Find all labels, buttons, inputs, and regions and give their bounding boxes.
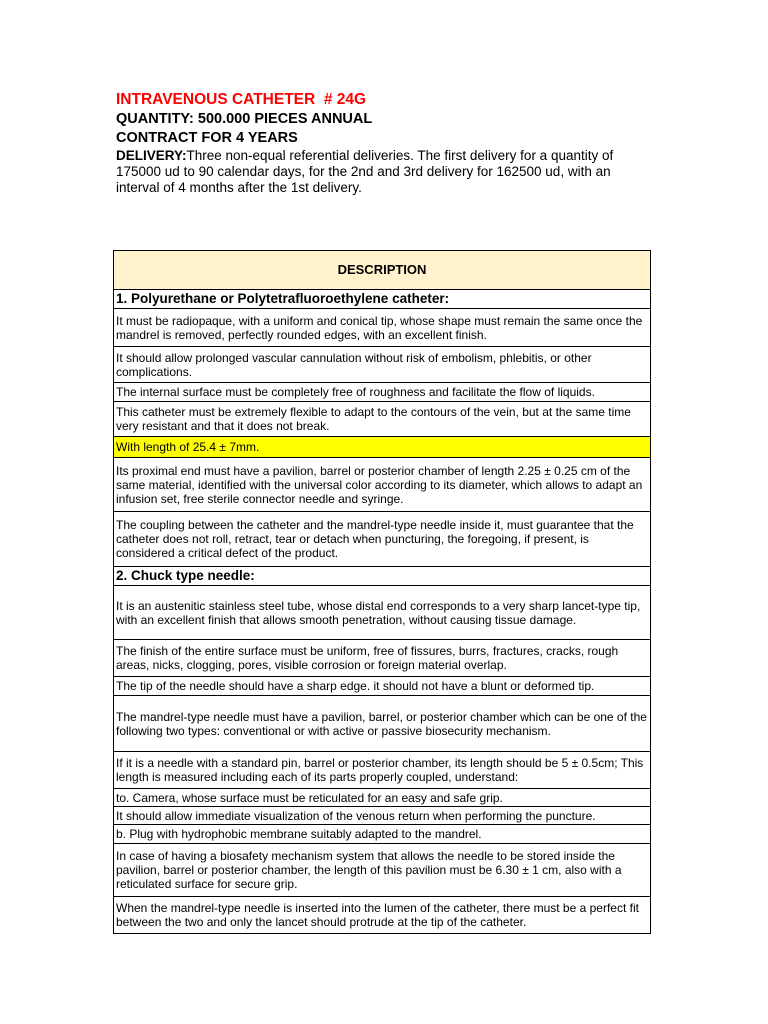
table-cell: The finish of the entire surface must be uniform, free of fissures, burrs, fractures, cracks, rough areas, nicks, clogging, pores, visible corrosion or foreign material overlap. [114, 640, 651, 677]
table-cell: The internal surface must be completely free of roughness and facilitate the flow of liquids. [114, 383, 651, 402]
table-cell: It must be radiopaque, with a uniform and conical tip, whose shape must remain the same once the mandrel is removed, perfectly rounded edges, with an excellent finish. [114, 309, 651, 347]
table-row [114, 696, 651, 752]
table-cell: The tip of the needle should have a sharp edge. it should not have a blunt or deformed tip. [114, 677, 651, 696]
table-cell: It is an austenitic stainless steel tube, whose distal end corresponds to a very sharp lancet-type tip, with an excellent finish that allows smooth penetration, without causing tissue damage. [114, 586, 651, 640]
document-title: INTRAVENOUS CATHETER # 24G [116, 91, 367, 108]
document-header [116, 90, 656, 196]
section-heading-needle: 2. Chuck type needle: [114, 567, 651, 586]
table-row [114, 677, 651, 696]
table-row [114, 347, 651, 383]
table-cell: It should allow prolonged vascular cannulation without risk of embolism, phlebitis, or other complications. [114, 347, 651, 383]
table-row [114, 383, 651, 402]
highlighted-cell: With length of 25.4 ± 7mm. [114, 437, 651, 458]
table-row [114, 897, 651, 934]
table-cell: The coupling between the catheter and the mandrel-type needle inside it, must guarantee that the catheter does not roll, retract, tear or detach when puncturing, the foregoing, if present, is considered a critical defect of the product. [114, 512, 651, 567]
table-cell: The mandrel-type needle must have a pavilion, barrel, or posterior chamber which can be one of the following two types: conventional or with active or passive biosecurity mechanism. [114, 696, 651, 752]
delivery-label: DELIVERY: [116, 148, 187, 163]
delivery-text: Three non-equal referential deliveries. The first delivery for a quantity of 175000 ud to 90 calendar days, for the 2nd and 3rd delivery for 162500 ud, with an interval of 4 months after the 1st delivery. [116, 148, 614, 195]
table-cell: to. Camera, whose surface must be reticulated for an easy and safe grip. [114, 789, 651, 807]
table-row [114, 789, 651, 807]
table-row [114, 807, 651, 825]
table-row [114, 752, 651, 789]
table-cell: This catheter must be extremely flexible to adapt to the contours of the vein, but at the same time very resistant and that it does not break. [114, 402, 651, 437]
table-cell: b. Plug with hydrophobic membrane suitably adapted to the mandrel. [114, 825, 651, 844]
table-row [114, 309, 651, 347]
table-cell: In case of having a biosafety mechanism system that allows the needle to be stored inside the pavilion, barrel or posterior chamber, the length of this pavilion must be 6.30 ± 1 cm, also with a reticulated surface for secure grip. [114, 844, 651, 897]
table-cell: When the mandrel-type needle is inserted into the lumen of the catheter, there must be a perfect fit between the two and only the lancet should protrude at the tip of the catheter. [114, 897, 651, 934]
table-cell: Its proximal end must have a pavilion, barrel or posterior chamber of length 2.25 ± 0.25 cm of the same material, identified with the universal color according to its diameter, which allows to adapt an infusion set, free sterile connector needle and syringe. [114, 458, 651, 512]
table-header: DESCRIPTION [114, 251, 651, 290]
table-row [114, 437, 651, 458]
table-row [114, 825, 651, 844]
table-header-row [114, 251, 651, 290]
table-cell: It should allow immediate visualization of the venous return when performing the puncture. [114, 807, 651, 825]
quantity-line: QUANTITY: 500.000 PIECES ANNUAL [116, 111, 373, 127]
table-row [114, 844, 651, 897]
table-cell: If it is a needle with a standard pin, barrel or posterior chamber, its length should be 5 ± 0.5cm; This length is measured including each of its parts properly coupled, understand: [114, 752, 651, 789]
description-table [113, 250, 651, 934]
table-row [114, 290, 651, 309]
table-row [114, 567, 651, 586]
table-row [114, 640, 651, 677]
table-row [114, 586, 651, 640]
table-row [114, 458, 651, 512]
contract-line: CONTRACT FOR 4 YEARS [116, 130, 298, 146]
table-row [114, 512, 651, 567]
section-heading-catheter: 1. Polyurethane or Polytetrafluoroethylene catheter: [114, 290, 651, 309]
table-row [114, 402, 651, 437]
delivery-paragraph [116, 148, 656, 196]
